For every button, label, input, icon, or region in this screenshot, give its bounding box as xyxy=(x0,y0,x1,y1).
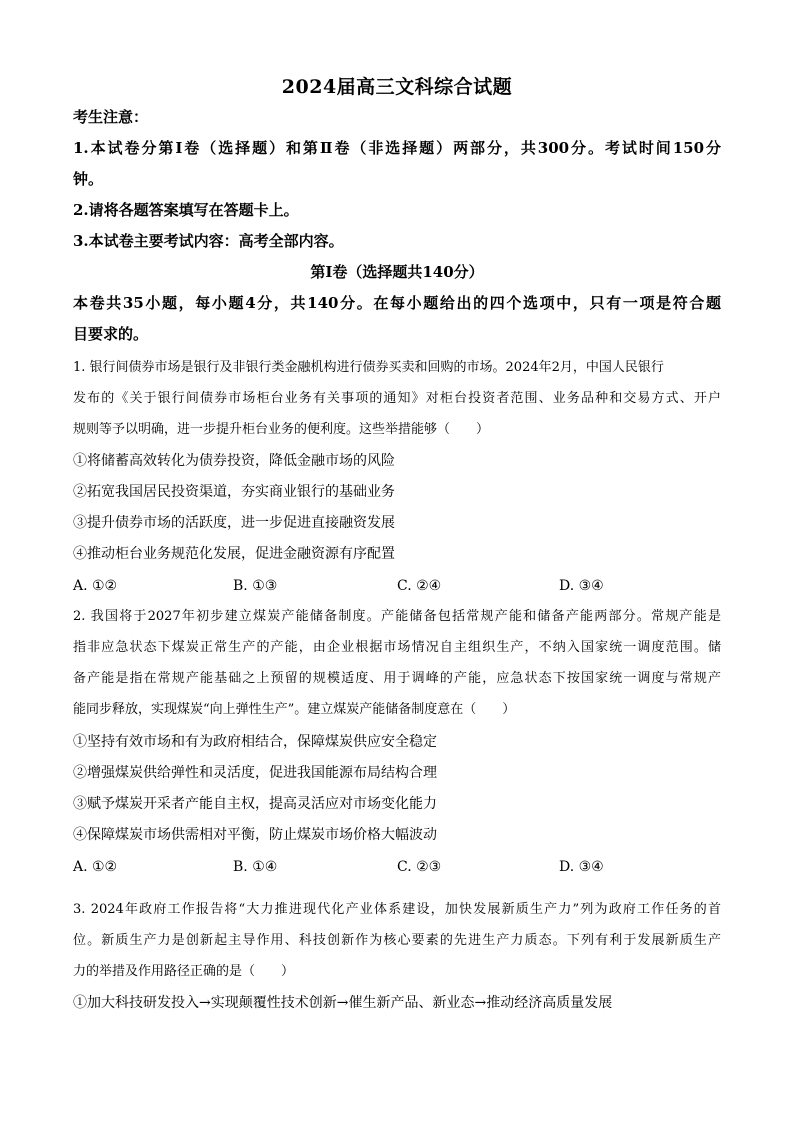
q1-stem-line-3: 规则等予以明确，进一步提升柜台业务的便利度。这些举措能够（ ） xyxy=(73,422,490,437)
q1-statement-1: ①将储蓄高效转化为债券投资，降低金融市场的风险 xyxy=(73,453,395,469)
q3-stem-line-2: 位。新质生产力是创新起主导作用、科技创新作为核心要素的先进生产力质态。下列有利于发展新质生产 xyxy=(73,933,721,948)
notice-item-3: 3.本试卷主要考试内容：高考全部内容。 xyxy=(73,232,344,250)
section-heading: 第Ⅰ卷（选择题共140分） xyxy=(310,263,484,281)
q1-option-c: C. ②④ xyxy=(397,578,442,594)
q1-option-d: D. ③④ xyxy=(559,578,604,594)
q2-option-c: C. ②③ xyxy=(397,859,442,875)
notice-heading: 考生注意： xyxy=(73,108,149,126)
notice-item-1-cont: 钟。 xyxy=(73,170,104,188)
q1-option-a: A. ①② xyxy=(73,578,118,594)
q2-option-d: D. ③④ xyxy=(559,859,604,875)
q1-statement-2: ②拓宽我国居民投资渠道，夯实商业银行的基础业务 xyxy=(73,484,395,500)
notice-item-2: 2.请将各题答案填写在答题卡上。 xyxy=(73,201,299,219)
section-intro-line-2: 目要求的。 xyxy=(73,325,149,343)
page-title: 2024届高三文科综合试题 xyxy=(281,76,513,98)
section-intro-line-1: 本卷共35小题，每小题4分，共140分。在每小题给出的四个选项中，只有一项是符合题 xyxy=(73,294,721,312)
q2-statement-2: ②增强煤炭供给弹性和灵活度，促进我国能源布局结构合理 xyxy=(73,765,437,781)
q2-statement-3: ③赋予煤炭开采者产能自主权，提高灵活应对市场变化能力 xyxy=(73,796,437,812)
q1-stem-line-2: 发布的《关于银行间债券市场柜台业务有关事项的通知》对柜台投资者范围、业务品种和交易方式、开户 xyxy=(73,391,721,406)
q2-stem-line-4: 能同步释放，实现煤炭“向上弹性生产”。建立煤炭产能储备制度意在（ ） xyxy=(73,702,516,717)
q2-statement-4: ④保障煤炭市场供需相对平衡，防止煤炭市场价格大幅波动 xyxy=(73,827,437,843)
q2-stem-line-3: 备产能是指在常规产能基础之上预留的规模适度、用于调峰的产能，应急状态下按国家统一调度与常规产 xyxy=(73,671,721,686)
q3-stem-line-1: 3. 2024年政府工作报告将“大力推进现代化产业体系建设，加快发展新质生产力”列为政府工作任务的首 xyxy=(73,902,721,917)
q2-stem-line-1: 2. 我国将于2027年初步建立煤炭产能储备制度。产能储备包括常规产能和储备产能两部分。常规产能是 xyxy=(73,609,721,624)
q1-statement-4: ④推动柜台业务规范化发展，促进金融资源有序配置 xyxy=(73,546,395,562)
q3-stem-line-3: 力的举措及作用路径正确的是（ ） xyxy=(73,964,295,979)
q2-stem-line-2: 指非应急状态下煤炭正常生产的产能，由企业根据市场情况自主组织生产，不纳入国家统一调度范围。储 xyxy=(73,640,721,655)
q1-stem-line-1: 1. 银行间债券市场是银行及非银行类金融机构进行债券买卖和回购的市场。2024年2月，中国人民银行 xyxy=(73,360,664,375)
q1-option-b: B. ①③ xyxy=(233,578,278,594)
q3-statement-1: ①加大科技研发投入→实现颠覆性技术创新→催生新产品、新业态→推动经济高质量发展 xyxy=(73,995,613,1011)
q2-option-a: A. ①② xyxy=(73,859,118,875)
notice-item-1: 1.本试卷分第Ⅰ卷（选择题）和第Ⅱ卷（非选择题）两部分，共300分。考试时间150分 xyxy=(73,139,721,157)
q2-statement-1: ①坚持有效市场和有为政府相结合，保障煤炭供应安全稳定 xyxy=(73,734,437,750)
q1-statement-3: ③提升债券市场的活跃度，进一步促进直接融资发展 xyxy=(73,515,395,531)
q2-option-b: B. ①④ xyxy=(233,859,278,875)
